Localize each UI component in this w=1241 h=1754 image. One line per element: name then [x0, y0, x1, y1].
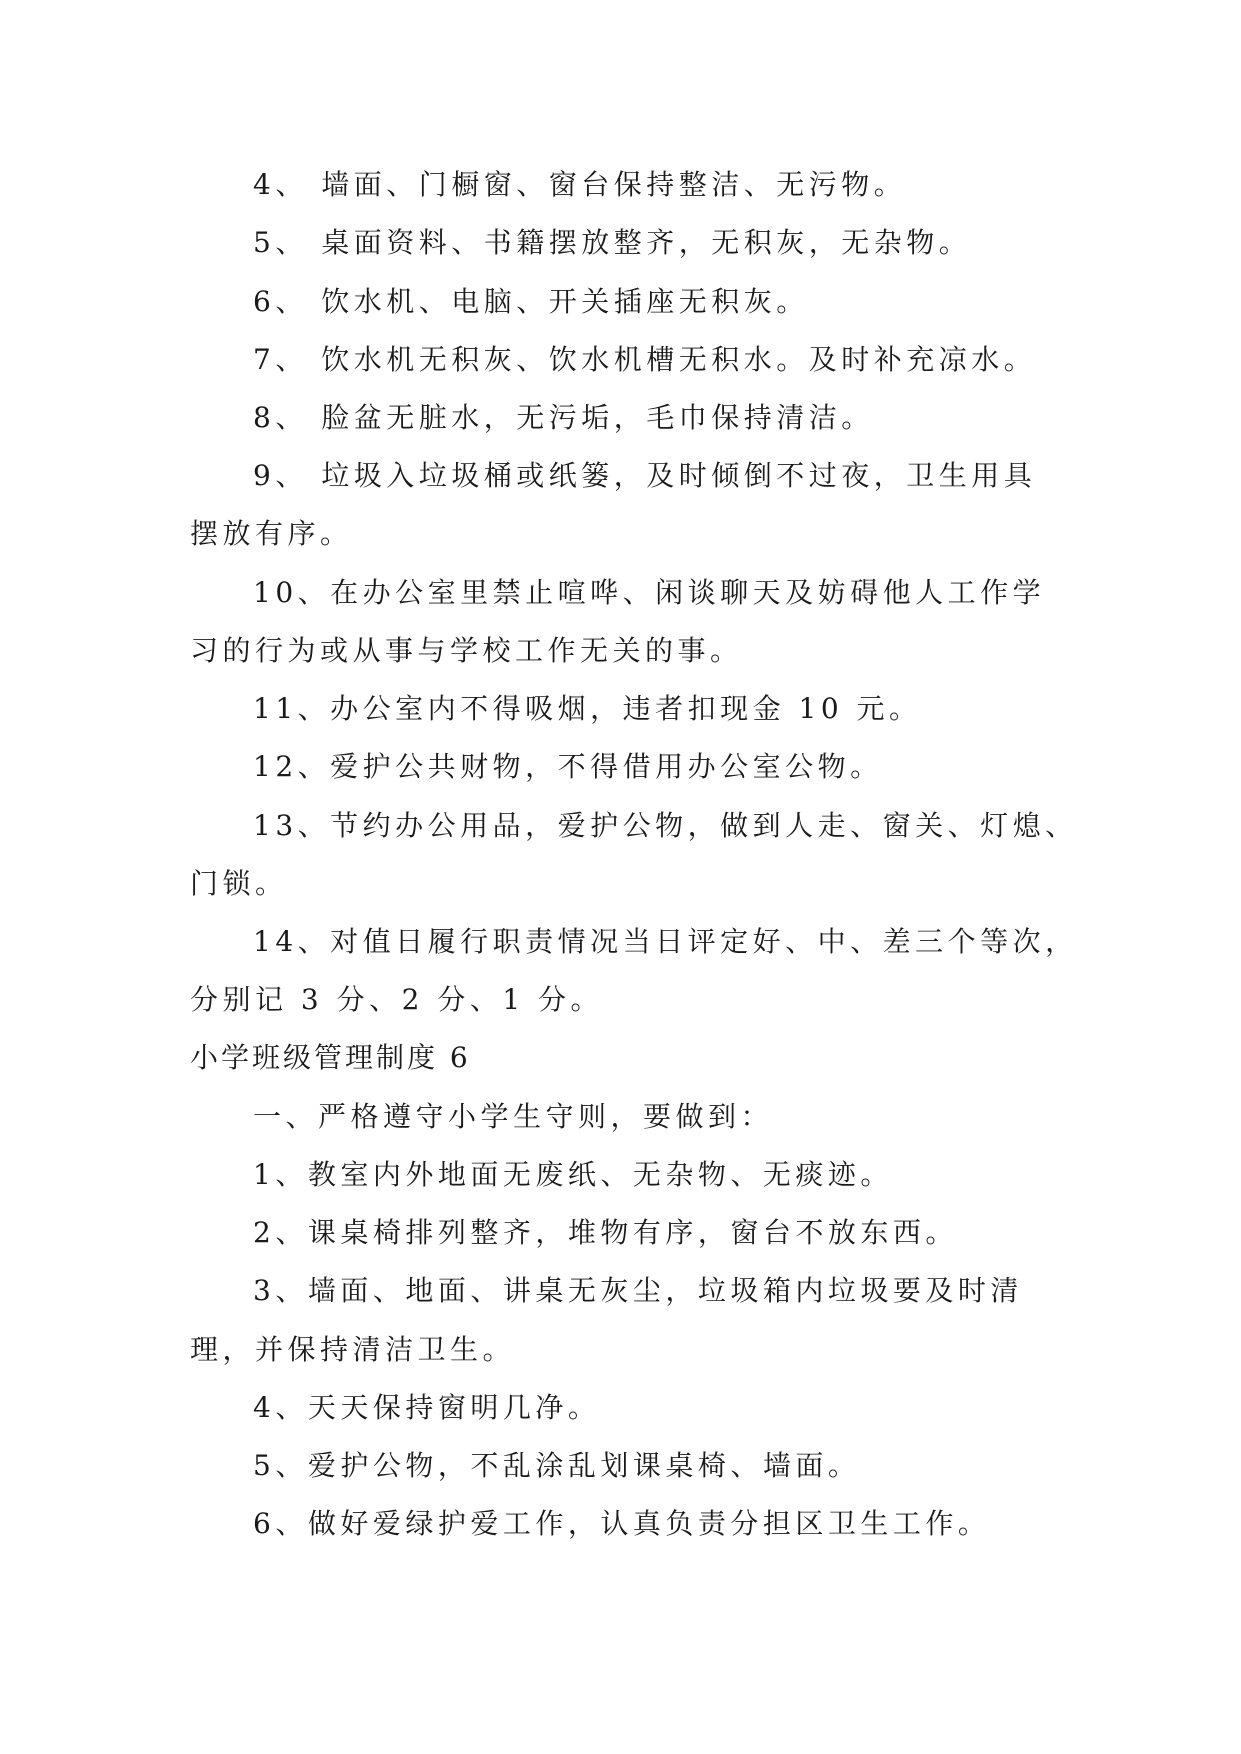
text-line: 1、教室内外地面无废纸、无杂物、无痰迹。	[253, 1158, 893, 1191]
text-line: 8、 脸盆无脏水，无污垢，毛巾保持清洁。	[253, 401, 874, 434]
text-line: 分别记 3 分、2 分、1 分。	[190, 983, 604, 1016]
text-line: 4、天天保持窗明几净。	[253, 1391, 601, 1424]
text-line: 摆放有序。	[190, 517, 353, 550]
text-line: 5、 桌面资料、书籍摆放整齐，无积灰，无杂物。	[253, 226, 972, 259]
text-line: 6、 饮水机、电脑、开关插座无积灰。	[253, 285, 809, 318]
text-line: 2、课桌椅排列整齐，堆物有序，窗台不放东西。	[253, 1216, 958, 1249]
text-line: 习的行为或从事与学校工作无关的事。	[190, 634, 743, 667]
text-line: 一、严格遵守小学生守则，要做到：	[253, 1100, 774, 1133]
text-line: 13、节约办公用品，爱护公物，做到人走、窗关、灯熄、	[253, 809, 1078, 842]
text-line: 理，并保持清洁卫生。	[190, 1333, 516, 1366]
text-line: 10、在办公室里禁止喧哗、闲谈聊天及妨碍他人工作学	[253, 576, 1046, 609]
text-line: 3、墙面、地面、讲桌无灰尘，垃圾箱内垃圾要及时清	[253, 1274, 1023, 1307]
text-line: 7、 饮水机无积灰、饮水机槽无积水。及时补充凉水。	[253, 343, 1037, 376]
text-line: 4、 墙面、门橱窗、窗台保持整洁、无污物。	[253, 168, 907, 201]
text-line: 11、办公室内不得吸烟，违者扣现金 10 元。	[253, 692, 922, 725]
text-line: 9、 垃圾入垃圾桶或纸篓，及时倾倒不过夜，卫生用具	[253, 459, 1037, 492]
text-line: 14、对值日履行职责情况当日评定好、中、差三个等次，	[253, 925, 1078, 958]
text-line: 12、爱护公共财物，不得借用办公室公物。	[253, 750, 883, 783]
text-line: 6、做好爱绿护爱工作，认真负责分担区卫生工作。	[253, 1507, 991, 1540]
text-line: 5、爱护公物，不乱涂乱划课桌椅、墙面。	[253, 1449, 861, 1482]
section-title: 小学班级管理制度 6	[190, 1041, 471, 1074]
text-line: 门锁。	[190, 867, 288, 900]
